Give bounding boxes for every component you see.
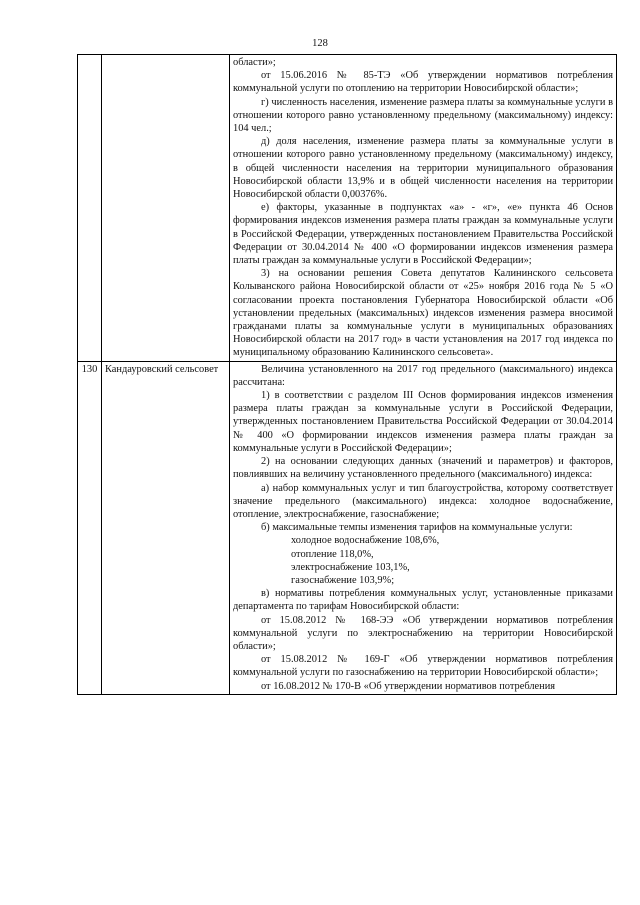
paragraph: е) факторы, указанные в подпунктах «а» - «г», «е» пункта 46 Основ формирования индексов изменения размера платы граждан за коммунальные услуги в Российской Федерации, утвержденных постановлением Правительства Российской Федерации от 30.04.2014 № 400 «О формировании индексов изменения размера платы граждан за коммунальные услуги в Российской Федерации»; xyxy=(233,202,613,267)
paragraph: от 15.08.2012 № 168-ЭЭ «Об утверждении нормативов потребления коммунальной услуги по электроснабжению на территории Новосибирской области»; xyxy=(233,614,613,652)
paragraph: области»; xyxy=(233,57,276,68)
row-number xyxy=(78,55,102,362)
paragraph: а) набор коммунальных услуг и тип благоустройства, которому соответствует значение предельного (максимального) индекса: холодное водоснабжение, отопление, электроснабжение, газоснабжение; xyxy=(233,482,613,520)
paragraph: от 15.08.2012 № 169-Г «Об утверждении нормативов потребления коммунальной услуги по газоснабжению на территории Новосибирской области»; xyxy=(233,654,613,679)
paragraph: д) доля населения, изменение размера платы за коммунальные услуги в отношении которого равно установленному предельному (максимальному) индексу, в общей численности населения на территории муниципального образования Новосибирской области 13,9% и в общей численности населения на территории Новосибирской области 0,00376%. xyxy=(233,136,613,201)
page-number: 128 xyxy=(312,38,328,49)
paragraph: от 16.08.2012 № 170-В «Об утверждении нормативов потребления xyxy=(261,680,556,692)
paragraph: 2) на основании следующих данных (значений и параметров) и факторов, повлиявших на величину установленного предельного (максимального) индекса: xyxy=(233,456,613,481)
municipality-name xyxy=(102,55,230,362)
tariff-item: отопление 118,0%, xyxy=(291,548,374,560)
paragraph: г) численность населения, изменение размера платы за коммунальные услуги в отношении которого равно установленному предельному (максимальному) индексу: 104 чел.; xyxy=(233,96,613,135)
tariff-item: электроснабжение 103,1%, xyxy=(291,561,410,573)
document-table xyxy=(77,54,617,695)
row-content xyxy=(230,361,617,694)
municipality-name: Кандауровский сельсовет xyxy=(102,361,230,694)
paragraph: б) максимальные темпы изменения тарифов на коммунальные услуги: xyxy=(261,522,573,534)
row-number: 130 xyxy=(78,361,102,694)
table-row xyxy=(78,55,617,362)
paragraph: в) нормативы потребления коммунальных услуг, установленные приказами департамента по тарифам Новосибирской области: xyxy=(233,588,613,613)
tariff-item: холодное водоснабжение 108,6%, xyxy=(291,535,440,547)
paragraph: от 15.06.2016 № 85-ТЭ «Об утверждении нормативов потребления коммунальной услуги по отоплению на территории Новосибирской области»; xyxy=(233,70,613,95)
tariff-item: газоснабжение 103,9%; xyxy=(291,574,395,586)
paragraph: Величина установленного на 2017 год предельного (максимального) индекса рассчитана: xyxy=(233,363,613,388)
paragraph: 3) на основании решения Совета депутатов Калининского сельсовета Колыванского района Новосибирской области от «25» ноября 2016 года № 5 «О согласовании проекта постановления Губернатора Новосибирской области «Об установлении предельных (максимальных) индексов изменения размера вносимой гражданами платы за коммунальные услуги в муниципальных образованиях Новосибирской области на 2017 год» в части установления на 2017 год индекса по муниципальному образованию Калининского сельсовета». xyxy=(233,268,613,359)
row-content xyxy=(230,55,617,362)
table-row xyxy=(78,361,617,694)
paragraph: 1) в соответствии с разделом III Основ формирования индексов изменения размера платы граждан за коммунальные услуги в Российской Федерации, утвержденных постановлением Правительства Российской Федерации от 30.04.2014 № 400 «О формировании индексов изменения размера платы граждан за коммунальные услуги в Российской Федерации»; xyxy=(233,390,613,454)
